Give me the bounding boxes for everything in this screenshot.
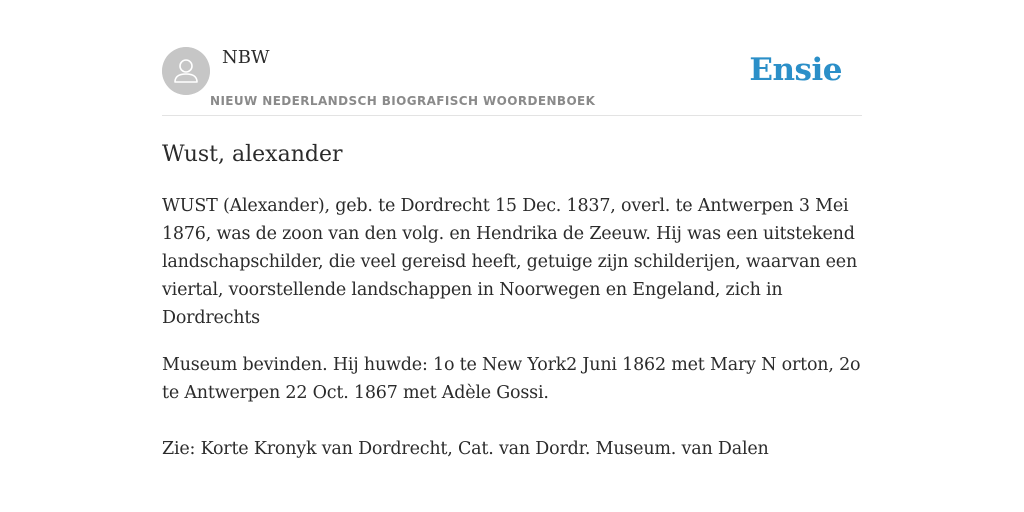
article-paragraph: WUST (Alexander), geb. te Dordrecht 15 Dec. 1837, overl. te Antwerpen 3 Mei 1876, was de zoon van den volg. en Hendrika de Zeeuw. Hij was een uitstekend landschapschilder, die veel gereisd heeft, getuige zijn schilderijen, waarvan een viertal, voorstellende landschappen in Noorwegen en Engeland, zich in Dordrechts xyxy=(162,196,858,328)
brand-logo[interactable]: Ensie xyxy=(749,52,842,88)
source-name[interactable]: NBW xyxy=(222,47,270,68)
user-icon-graphic xyxy=(162,47,210,95)
article-card xyxy=(162,44,862,463)
article-reference: Zie: Korte Kronyk van Dordrecht, Cat. van Dordr. Museum. van Dalen xyxy=(162,439,769,459)
user-icon[interactable] xyxy=(162,47,210,95)
article-header xyxy=(162,44,862,116)
article-paragraph: Museum bevinden. Hij huwde: 1o te New York2 Juni 1862 met Mary N orton, 2o te Antwerpen 22 Oct. 1867 met Adèle Gossi. xyxy=(162,355,861,403)
source-full-name: NIEUW NEDERLANDSCH BIOGRAFISCH WOORDENBOEK xyxy=(210,94,596,108)
page-title: Wust, alexander xyxy=(162,142,343,167)
